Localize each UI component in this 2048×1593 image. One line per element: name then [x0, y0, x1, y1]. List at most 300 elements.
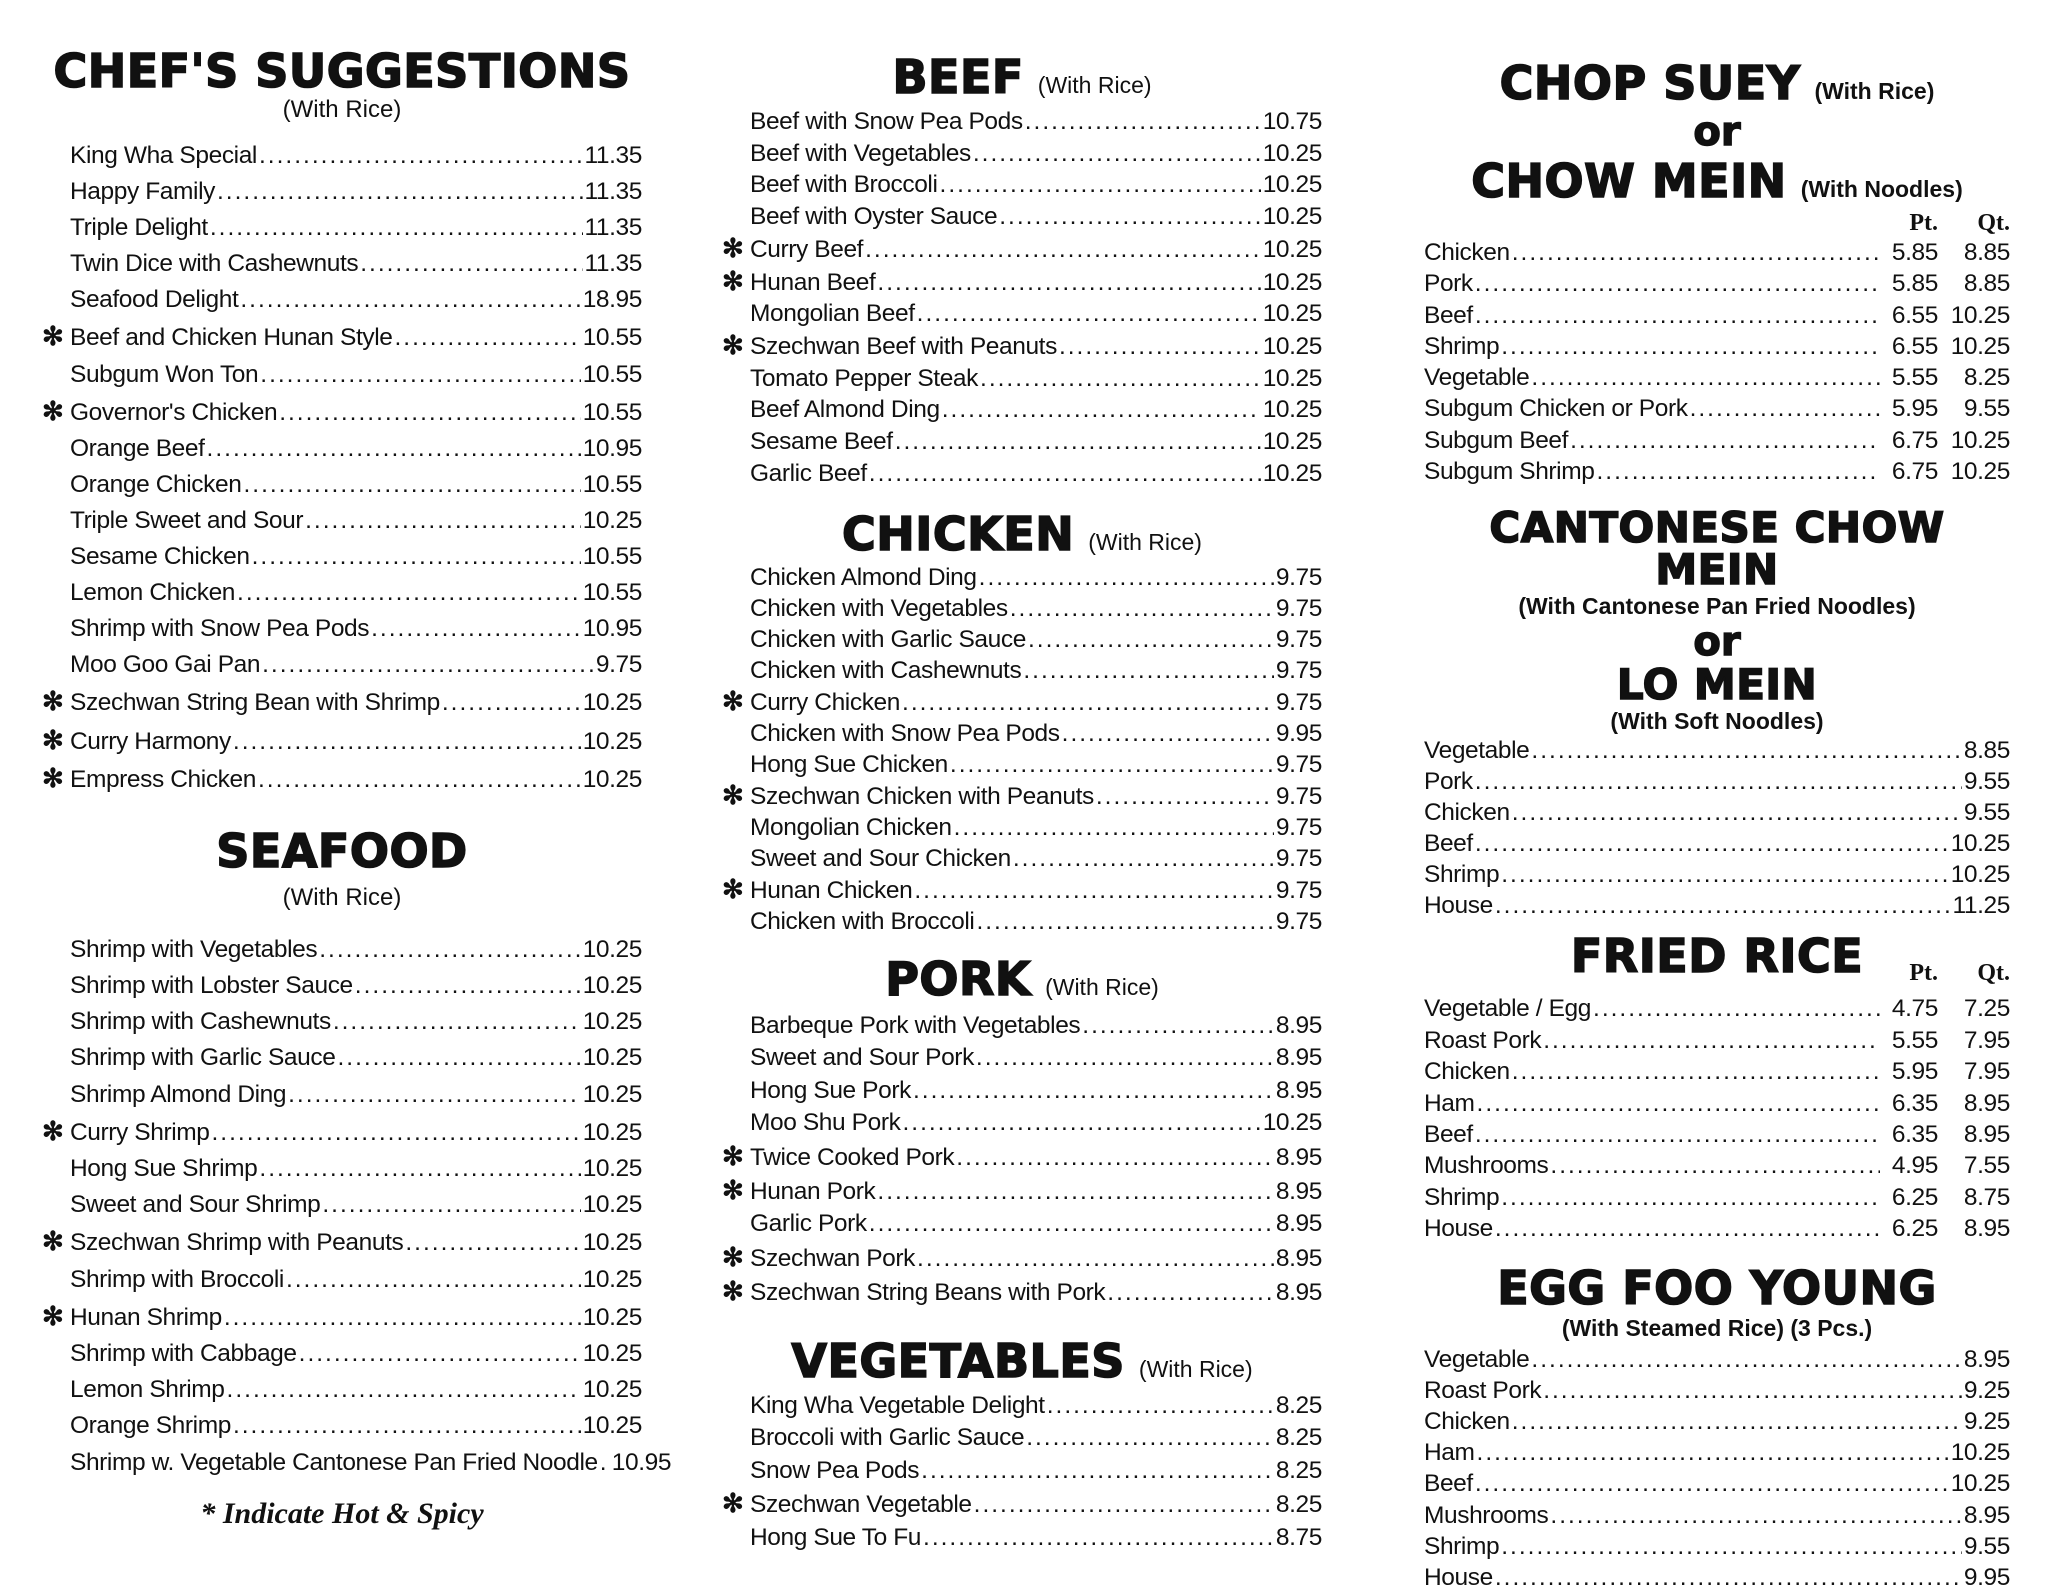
- chop-suey-title: CHOP SUEY: [1499, 56, 1801, 110]
- lo-mein-subtitle: (With Soft Noodles): [1610, 708, 1824, 735]
- menu-item-name: Subgum Won Ton: [70, 360, 259, 388]
- menu-item: [42, 647, 642, 683]
- dot-leader: [1025, 106, 1261, 138]
- spicy-icon: ✻: [722, 232, 744, 263]
- dot-leader: [305, 503, 581, 539]
- chow-mein-tag: (With Noodles): [1800, 176, 1963, 202]
- menu-item-pint-price: 6.35: [1891, 1121, 1938, 1148]
- menu-item-name: Happy Family: [70, 178, 215, 206]
- menu-item-pint-price: 5.55: [1891, 1026, 1938, 1054]
- menu-item-name: Szechwan Pork: [750, 1244, 916, 1272]
- menu-item: [722, 426, 1322, 458]
- menu-item-name: Empress Chicken: [70, 765, 256, 793]
- menu-item: [42, 1372, 642, 1408]
- menu-item-name: Beef with Oyster Sauce: [750, 203, 998, 231]
- menu-item: [722, 201, 1322, 233]
- menu-item: [1424, 425, 2010, 456]
- menu-item-price: 10.25: [1262, 203, 1322, 231]
- menu-item: [42, 174, 642, 210]
- menu-item-name: Subgum Chicken or Pork: [1424, 395, 1688, 423]
- menu-item: [722, 1275, 1322, 1309]
- spicy-icon: ✻: [722, 1140, 744, 1171]
- seafood-title: SEAFOOD: [216, 823, 468, 878]
- menu-item-name: Beef with Broccoli: [750, 171, 938, 199]
- menu-item-price: 10.55: [582, 579, 642, 607]
- menu-item-price: 10.25: [582, 765, 642, 793]
- menu-item: [722, 1487, 1322, 1522]
- dot-leader: [1028, 625, 1274, 656]
- menu-column-middle: [722, 0, 1322, 1555]
- menu-item-name: Vegetable / Egg: [1424, 995, 1592, 1023]
- dot-leader: [1059, 331, 1261, 363]
- menu-item-price: 9.25: [1963, 1408, 2010, 1436]
- dot-leader: [1543, 1025, 1880, 1056]
- menu-item-price: 10.25: [1950, 830, 2010, 858]
- menu-item: [42, 760, 642, 798]
- spicy-icon: ✻: [42, 321, 64, 352]
- beef-title: BEEF: [892, 50, 1024, 104]
- menu-item-price: 9.75: [1275, 908, 1322, 936]
- menu-item-price: 10.25: [582, 727, 642, 755]
- menu-item: [42, 932, 642, 968]
- menu-item-price: 10.25: [582, 1412, 642, 1440]
- chop-suey-size-header: [1424, 210, 2010, 237]
- menu-item: [722, 106, 1322, 138]
- menu-item-name: Hunan Chicken: [750, 877, 913, 905]
- chicken-header: [722, 507, 1322, 562]
- dot-leader: [1082, 1010, 1274, 1042]
- menu-item-name: Chicken Almond Ding: [750, 564, 977, 592]
- menu-item-price: 11.35: [584, 214, 642, 242]
- menu-item-price: 10.55: [582, 324, 642, 352]
- menu-item: [722, 1042, 1322, 1074]
- menu-item: [722, 625, 1322, 656]
- dot-leader: [262, 647, 594, 683]
- pork-title: PORK: [885, 951, 1032, 1006]
- menu-column-left: [42, 0, 672, 1531]
- menu-item: [42, 393, 642, 431]
- dot-leader: [237, 575, 581, 611]
- menu-item-price: 10.25: [582, 1080, 642, 1108]
- menu-item: [1424, 890, 2010, 921]
- menu-item-quart-price: 8.75: [1963, 1183, 2010, 1211]
- menu-item: [722, 844, 1322, 875]
- menu-item-pint-price: 6.25: [1891, 1215, 1938, 1243]
- menu-item-name: Triple Sweet and Sour: [70, 506, 304, 534]
- menu-item-price: 9.55: [1963, 1532, 2010, 1560]
- menu-item: [722, 1174, 1322, 1208]
- dot-leader: [956, 1142, 1274, 1174]
- menu-item-name: House: [1424, 1564, 1493, 1592]
- dot-leader: [921, 1455, 1274, 1488]
- menu-item: [722, 1208, 1322, 1240]
- menu-item: [722, 1075, 1322, 1107]
- menu-item: [722, 363, 1322, 395]
- menu-item-price: 8.25: [1275, 1424, 1322, 1452]
- dot-leader: [865, 234, 1261, 266]
- fried-rice-pint-label: Pt.: [1909, 960, 1938, 987]
- menu-item: [1424, 1500, 2010, 1531]
- dot-leader: [974, 1489, 1274, 1522]
- menu-item-name: Beef: [1424, 1470, 1473, 1498]
- menu-item-name: Shrimp: [1424, 861, 1500, 889]
- fried-rice-list: [1424, 993, 2010, 1244]
- menu-item: [42, 1445, 672, 1481]
- menu-item-name: Shrimp with Snow Pea Pods: [70, 615, 370, 643]
- egg-foo-young-list: [1424, 1344, 2010, 1593]
- menu-item-name: Shrimp: [1424, 1183, 1500, 1211]
- menu-item: [1424, 1150, 2010, 1181]
- pork-tag: (With Rice): [1045, 973, 1159, 1000]
- menu-item-price: 10.25: [582, 1118, 642, 1146]
- menu-item-name: Moo Goo Gai Pan: [70, 651, 261, 679]
- menu-item: [1424, 237, 2010, 268]
- menu-item: [722, 233, 1322, 266]
- menu-item: [1424, 268, 2010, 299]
- dot-leader: [1477, 1437, 1949, 1468]
- menu-item-name: Twin Dice with Cashewnuts: [70, 250, 359, 278]
- dot-leader: [1690, 393, 1880, 424]
- dot-leader: [1495, 1562, 1962, 1593]
- cantonese-header: [1424, 503, 2010, 735]
- menu-item-price: 9.75: [1275, 625, 1322, 653]
- menu-item-price: 10.95: [611, 1448, 672, 1476]
- menu-item-name: Roast Pork: [1424, 1026, 1542, 1054]
- cantonese-title: CANTONESE CHOW MEIN: [1489, 503, 1945, 595]
- dot-leader: [207, 431, 581, 467]
- seafood-subtitle: (With Rice): [282, 883, 402, 911]
- menu-item-name: Mushrooms: [1424, 1152, 1549, 1180]
- menu-item-name: Ham: [1424, 1089, 1475, 1117]
- dot-leader: [1026, 1422, 1274, 1455]
- menu-item-pint-price: 5.85: [1891, 270, 1938, 298]
- dot-leader: [895, 426, 1261, 458]
- menu-item: [722, 1010, 1322, 1042]
- menu-item: [1424, 1468, 2010, 1499]
- menu-item-name: Szechwan Vegetable: [750, 1491, 972, 1519]
- menu-item: [42, 539, 642, 575]
- menu-item-name: Beef and Chicken Hunan Style: [70, 324, 393, 352]
- spicy-icon: ✻: [42, 1300, 64, 1331]
- spicy-icon: ✻: [722, 1488, 744, 1519]
- menu-item-name: Hunan Beef: [750, 268, 876, 296]
- menu-item-price: 10.25: [582, 1044, 642, 1072]
- menu-item-price: 9.75: [1275, 783, 1322, 811]
- dot-leader: [917, 298, 1261, 330]
- menu-item: [42, 1408, 642, 1444]
- menu-item-price: 10.25: [582, 1339, 642, 1367]
- menu-item-price: 10.75: [1262, 108, 1322, 135]
- dot-leader: [233, 1408, 581, 1444]
- dot-leader: [1550, 1150, 1880, 1181]
- menu-item-name: Triple Delight: [70, 214, 208, 242]
- dot-leader: [243, 467, 580, 503]
- vegetables-title: VEGETABLES: [791, 1333, 1125, 1388]
- menu-item: [42, 1004, 642, 1040]
- menu-item-name: Garlic Beef: [750, 459, 867, 487]
- menu-item-name: King Wha Special: [70, 142, 257, 169]
- menu-item-name: Seafood Delight: [70, 286, 239, 314]
- menu-item-quart-price: 8.95: [1963, 1215, 2010, 1243]
- menu-item-price: 9.75: [595, 651, 642, 679]
- menu-item: [42, 1077, 642, 1113]
- menu-item-price: 10.25: [1262, 396, 1322, 424]
- menu-item: [722, 1522, 1322, 1555]
- menu-item-name: Chicken with Snow Pea Pods: [750, 719, 1060, 747]
- menu-item-price: 10.25: [582, 1191, 642, 1219]
- spicy-icon: ✻: [42, 762, 64, 793]
- menu-item-name: House: [1424, 1215, 1493, 1243]
- dot-leader: [1096, 782, 1274, 813]
- vegetables-list: [722, 1390, 1322, 1555]
- menu-item-price: 8.25: [1275, 1456, 1322, 1484]
- menu-item: [722, 686, 1322, 719]
- dot-leader: [1593, 993, 1880, 1024]
- dot-leader: [1475, 828, 1949, 859]
- menu-item: [722, 874, 1322, 907]
- dot-leader: [973, 138, 1261, 170]
- menu-item: [1424, 1531, 2010, 1562]
- menu-item-name: Twice Cooked Pork: [750, 1143, 955, 1171]
- dot-leader: [227, 1372, 581, 1408]
- menu-item: [722, 1422, 1322, 1455]
- menu-item-quart-price: 7.95: [1963, 1026, 2010, 1054]
- menu-item: [1424, 1119, 2010, 1150]
- menu-item-price: 9.75: [1275, 844, 1322, 872]
- dot-leader: [917, 1243, 1274, 1275]
- menu-item-name: Beef: [1424, 830, 1473, 858]
- seafood-list: [42, 932, 672, 1481]
- dot-leader: [976, 1042, 1274, 1074]
- dot-leader: [980, 363, 1261, 395]
- menu-item: [722, 719, 1322, 750]
- menu-item-price: 10.25: [1950, 861, 2010, 889]
- menu-item-name: Subgum Beef: [1424, 426, 1569, 454]
- dot-leader: [1477, 1088, 1880, 1119]
- menu-item: [42, 683, 642, 721]
- menu-item-name: Governor's Chicken: [70, 398, 278, 426]
- menu-item-price: 10.25: [582, 935, 642, 963]
- egg-foo-young-title: EGG FOO YOUNG: [1497, 1260, 1937, 1315]
- dot-leader: [1010, 594, 1274, 625]
- menu-item: [722, 169, 1322, 201]
- menu-item-price: 10.25: [582, 689, 642, 717]
- hot-spicy-note: * Indicate Hot & Spicy: [200, 1496, 484, 1530]
- menu-item-price: 10.55: [582, 360, 642, 388]
- menu-item-price: 11.35: [584, 142, 642, 169]
- seafood-header: [42, 823, 642, 911]
- dot-leader: [233, 724, 581, 760]
- spicy-icon: ✻: [722, 1241, 744, 1272]
- menu-item-price: 9.75: [1275, 877, 1322, 905]
- menu-item-price: 10.55: [582, 470, 642, 498]
- menu-column-right: [1424, 0, 2010, 1593]
- menu-item-pint-price: 6.35: [1891, 1089, 1938, 1117]
- menu-item-quart-price: 10.25: [1950, 458, 2010, 486]
- dot-leader: [1512, 797, 1962, 828]
- menu-item: [722, 138, 1322, 170]
- menu-item-price: 9.75: [1275, 689, 1322, 717]
- fried-rice-header: [1424, 929, 2010, 987]
- menu-item-name: Hong Sue To Fu: [750, 1523, 922, 1551]
- menu-item: [1424, 766, 2010, 797]
- dot-leader: [1501, 1182, 1880, 1213]
- menu-item: [42, 318, 642, 356]
- menu-item: [42, 1298, 642, 1336]
- menu-item: [722, 907, 1322, 938]
- menu-item-name: Chicken with Cashewnuts: [750, 656, 1022, 684]
- egg-foo-young-header: [1424, 1260, 2010, 1341]
- dot-leader: [1550, 1500, 1962, 1531]
- menu-item: [42, 1113, 642, 1151]
- menu-item-name: Chicken with Broccoli: [750, 908, 975, 936]
- menu-item-price: 9.95: [1275, 719, 1322, 747]
- beef-list: [722, 106, 1322, 489]
- dot-leader: [1531, 735, 1962, 766]
- menu-item-price: 8.25: [1275, 1391, 1322, 1419]
- menu-item-name: Tomato Pepper Steak: [750, 364, 979, 392]
- menu-item-price: 8.25: [1275, 1491, 1322, 1519]
- menu-item-name: Shrimp: [1424, 332, 1500, 360]
- menu-item: [722, 298, 1322, 330]
- menu-item: [722, 1140, 1322, 1174]
- menu-item-name: Roast Pork: [1424, 1376, 1542, 1404]
- menu-item: [1424, 393, 2010, 424]
- menu-item-name: Orange Chicken: [70, 470, 242, 498]
- vegetables-tag: (With Rice): [1138, 1355, 1253, 1382]
- menu-item-price: 10.25: [582, 1154, 642, 1182]
- menu-item: [42, 503, 642, 539]
- chop-suey-header: [1424, 56, 2010, 208]
- dot-leader: [1062, 719, 1274, 750]
- chicken-tag: (With Rice): [1088, 529, 1202, 556]
- menu-item-name: Shrimp with Garlic Sauce: [70, 1044, 336, 1072]
- menu-item: [1424, 993, 2010, 1024]
- menu-item: [722, 656, 1322, 687]
- menu-item-price: 10.25: [582, 1008, 642, 1036]
- menu-item-name: Beef Almond Ding: [750, 396, 940, 424]
- menu-item-price: 9.55: [1963, 768, 2010, 796]
- menu-item-quart-price: 10.25: [1950, 426, 2010, 454]
- menu-item-price: 9.75: [1275, 814, 1322, 842]
- menu-item-price: 18.95: [582, 286, 642, 314]
- dot-leader: [371, 611, 581, 647]
- menu-item: [42, 1040, 642, 1076]
- menu-item-pint-price: 5.85: [1891, 239, 1938, 266]
- dot-leader: [914, 876, 1274, 907]
- menu-item: [722, 330, 1322, 363]
- menu-item-name: Sweet and Sour Pork: [750, 1044, 974, 1072]
- menu-item-price: 10.25: [1950, 1439, 2010, 1467]
- menu-item-price: 10.25: [1262, 428, 1322, 456]
- menu-item: [42, 282, 642, 318]
- menu-item-name: Chicken: [1424, 1058, 1510, 1086]
- dot-leader: [288, 1077, 581, 1113]
- dot-leader: [1501, 331, 1880, 362]
- spicy-icon: ✻: [722, 874, 744, 905]
- dot-leader: [333, 1004, 581, 1040]
- menu-item-price: 9.75: [1275, 595, 1322, 623]
- menu-item-quart-price: 8.85: [1963, 270, 2010, 298]
- menu-item-name: Curry Beef: [750, 235, 864, 263]
- menu-item-pint-price: 6.55: [1891, 332, 1938, 360]
- dot-leader: [1475, 1119, 1880, 1150]
- dot-leader: [1501, 859, 1948, 890]
- dot-leader: [1512, 237, 1880, 268]
- spicy-icon: ✻: [722, 1174, 744, 1205]
- menu-item-price: 10.25: [1262, 1109, 1322, 1137]
- menu-item-name: Shrimp Almond Ding: [70, 1080, 287, 1108]
- dot-leader: [877, 267, 1260, 299]
- menu-item-name: Shrimp with Broccoli: [70, 1265, 284, 1293]
- menu-item-name: Beef: [1424, 1121, 1473, 1148]
- menu-item: [1424, 1056, 2010, 1087]
- menu-item-price: 10.95: [582, 434, 642, 462]
- pork-header: [722, 951, 1322, 1006]
- menu-item-price: 10.25: [582, 1376, 642, 1404]
- menu-item-name: Lemon Shrimp: [70, 1376, 225, 1404]
- menu-item: [42, 1262, 642, 1298]
- menu-item-price: 10.25: [582, 1265, 642, 1293]
- dot-leader: [1475, 268, 1880, 299]
- menu-item-name: Sweet and Sour Shrimp: [70, 1191, 321, 1219]
- menu-item-quart-price: 9.55: [1963, 395, 2010, 423]
- dot-leader: [1531, 1344, 1962, 1375]
- spicy-icon: ✻: [722, 686, 744, 717]
- menu-item-name: Shrimp: [1424, 1532, 1500, 1560]
- menu-item-price: 10.25: [1262, 364, 1322, 392]
- dot-leader: [979, 563, 1274, 594]
- menu-item-name: Curry Harmony: [70, 727, 231, 755]
- menu-item-name: Vegetable: [1424, 1345, 1530, 1373]
- dot-leader: [1047, 1390, 1274, 1423]
- dot-leader: [286, 1262, 581, 1298]
- menu-item-price: 10.25: [582, 971, 642, 999]
- dot-leader: [1495, 1213, 1880, 1244]
- dot-leader: [355, 968, 581, 1004]
- dot-leader: [913, 1075, 1274, 1107]
- menu-item-pint-price: 6.55: [1891, 301, 1938, 329]
- menu-item-price: 10.95: [582, 615, 642, 643]
- menu-item: [1424, 859, 2010, 890]
- menu-item-name: Chicken: [1424, 799, 1510, 827]
- menu-item-price: 9.55: [1963, 799, 2010, 827]
- menu-item: [1424, 1088, 2010, 1119]
- menu-item-name: Sesame Beef: [750, 428, 893, 456]
- menu-item-name: Subgum Shrimp: [1424, 458, 1595, 486]
- menu-item: [42, 138, 642, 174]
- menu-item-name: Hunan Pork: [750, 1177, 876, 1205]
- menu-item: [42, 575, 642, 611]
- menu-item: [1424, 1182, 2010, 1213]
- chop-suey-list: [1424, 237, 2010, 487]
- menu-item-price: 8.95: [1275, 1076, 1322, 1104]
- menu-item: [1424, 1375, 2010, 1406]
- spicy-icon: ✻: [42, 1226, 64, 1257]
- menu-item-name: Chicken with Garlic Sauce: [750, 625, 1026, 653]
- chefs-suggestions-list: [42, 138, 642, 798]
- menu-item: [1424, 1213, 2010, 1244]
- menu-item-name: Hong Sue Pork: [750, 1076, 911, 1104]
- beef-header: [722, 50, 1322, 104]
- menu-item-quart-price: 7.95: [1963, 1058, 2010, 1086]
- menu-item-name: Beef: [1424, 301, 1473, 329]
- spicy-icon: ✻: [722, 780, 744, 811]
- dot-leader: [1596, 456, 1880, 487]
- menu-item-name: Szechwan Beef with Peanuts: [750, 332, 1057, 360]
- menu-item-name: House: [1424, 892, 1493, 920]
- dot-leader: [1512, 1056, 1880, 1087]
